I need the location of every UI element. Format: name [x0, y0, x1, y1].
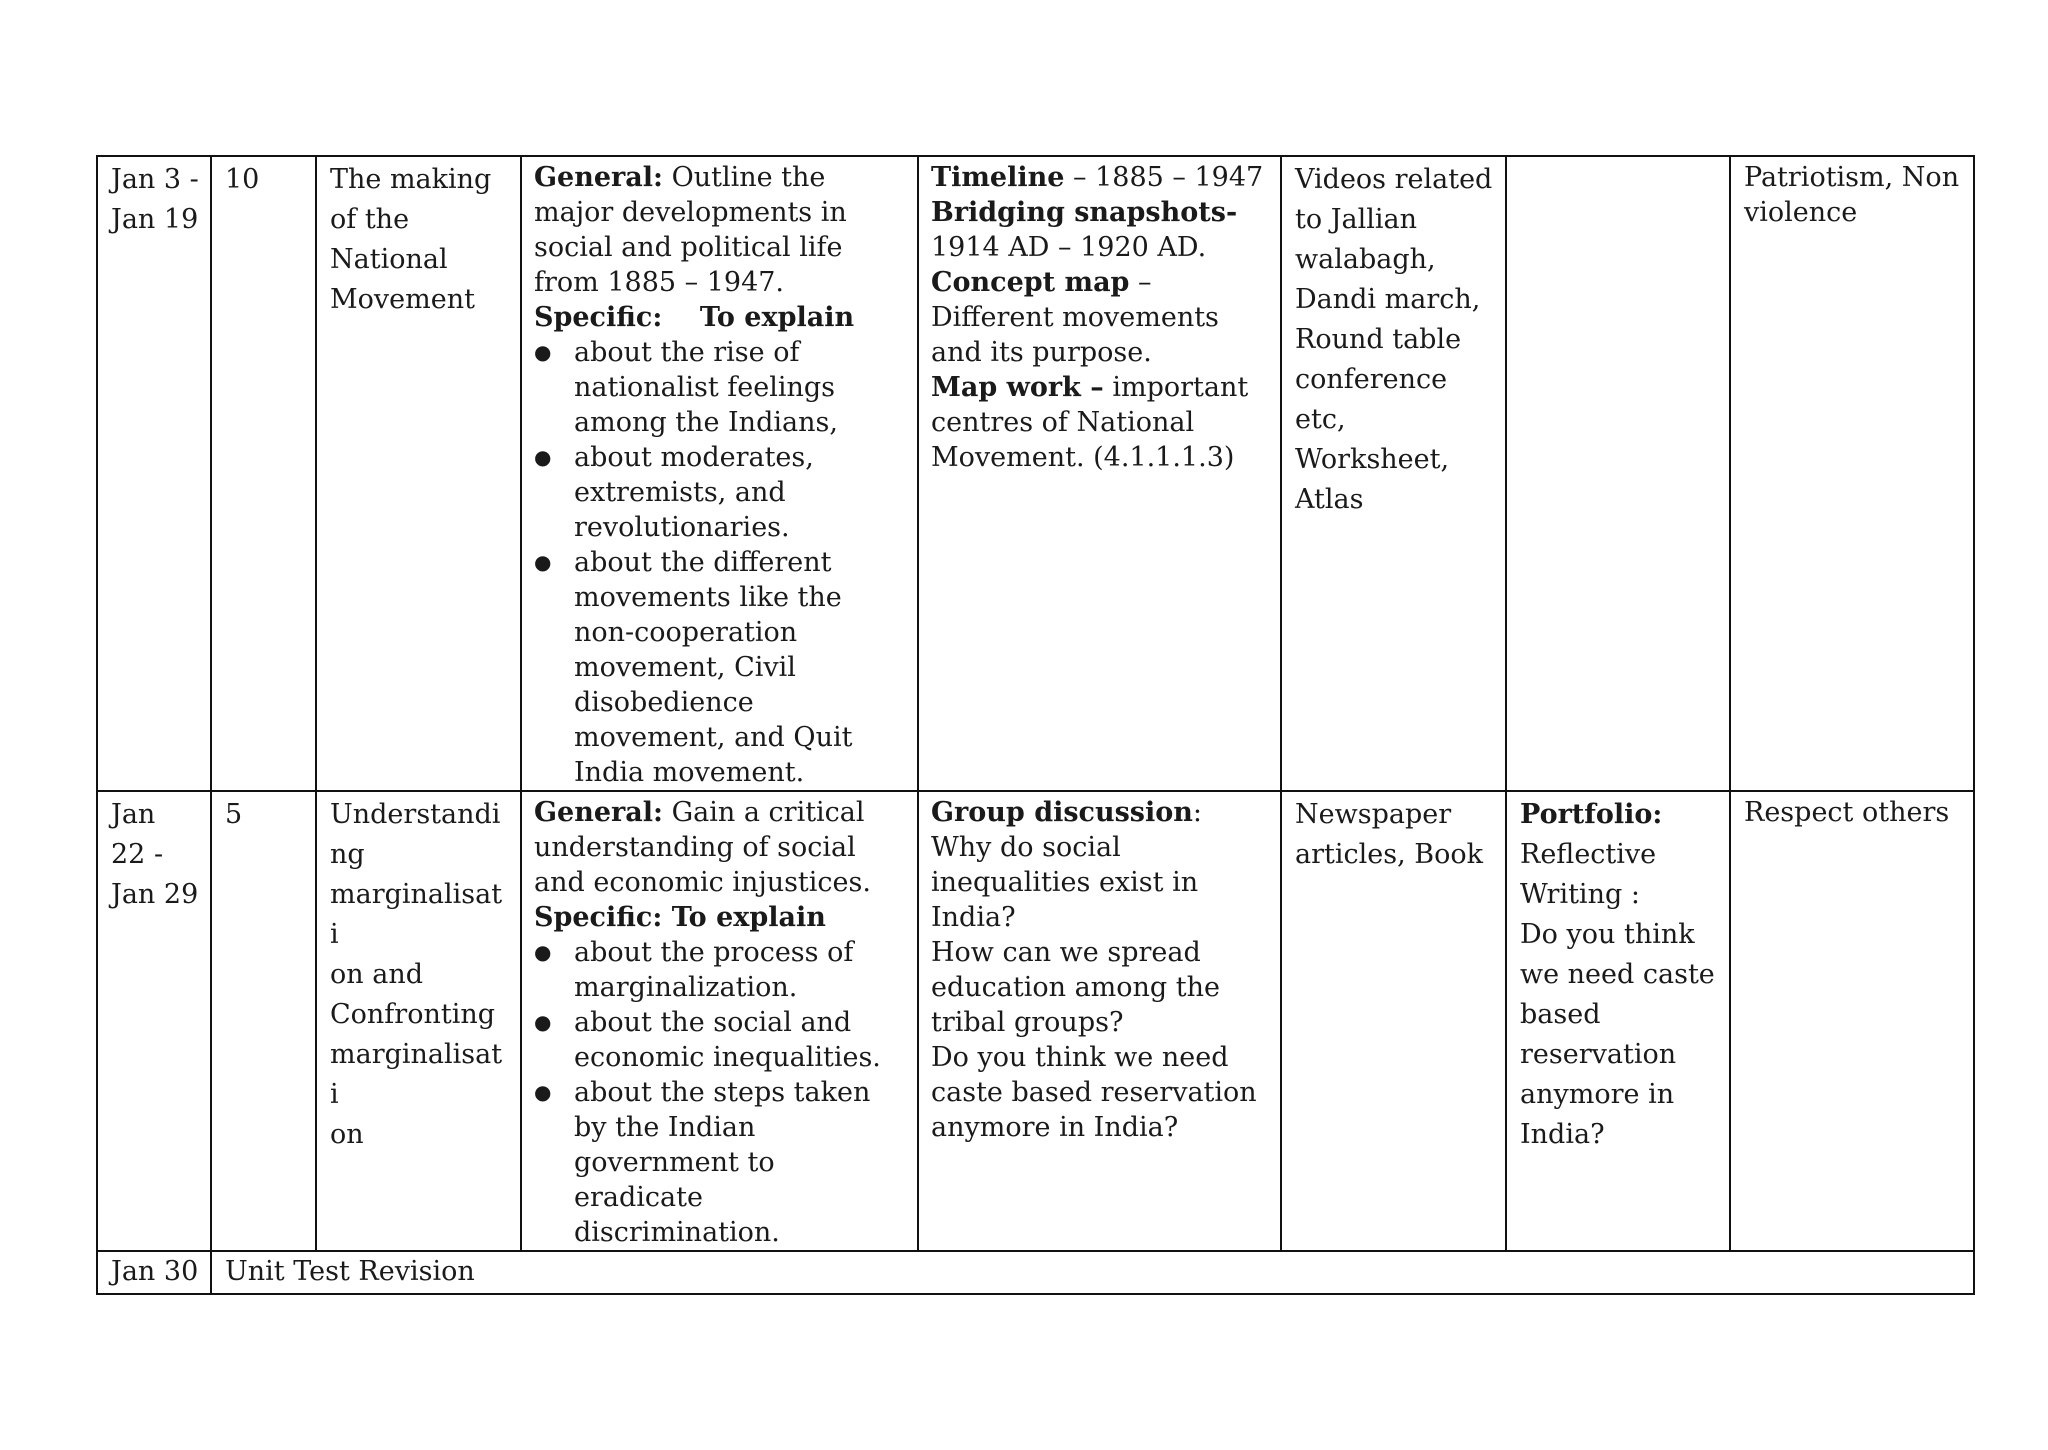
general-text: Gain a critical understanding of social and economic injustices.: [534, 797, 871, 898]
periods-cell: [211, 156, 316, 791]
list-item: ● about the social and economic inequalities.: [574, 1005, 907, 1075]
objectives-cell: [521, 156, 918, 791]
topic-cell: [316, 791, 521, 1251]
activity-text: :: [1192, 797, 1203, 828]
date-text: Jan 22 - Jan 29: [111, 799, 199, 910]
activity-line: [931, 230, 1270, 265]
date-text: Jan 30: [111, 1256, 199, 1287]
activity-text: – 1885 – 1947: [1064, 162, 1264, 193]
list-item: ● about the process of marginalization.: [574, 935, 907, 1005]
activity-line: [931, 1040, 1270, 1145]
list-item: ● about the rise of nationalist feelings among the Indians,: [574, 335, 907, 440]
activity-line: [931, 830, 1270, 935]
lesson-plan-table: [96, 155, 1975, 1295]
unit-test-cell: [211, 1251, 1974, 1294]
resources-cell: [1281, 156, 1506, 791]
activity-label: Concept map: [931, 267, 1130, 298]
topic-text: Understandi ng marginalisati on and Confronting marginalisati on: [330, 799, 503, 1150]
values-text: Patriotism, Non violence: [1744, 162, 1960, 228]
topic-text: The making of the National Movement: [330, 164, 492, 315]
values-cell: [1730, 156, 1974, 791]
activities-cell: [918, 791, 1281, 1251]
activity-line: [931, 370, 1270, 475]
activity-text: – Different movements and its purpose.: [931, 267, 1219, 368]
general-text: Outline the major developments in social and political life from 1885 – 1947.: [534, 162, 847, 298]
resources-text: Videos related to Jallian walabagh, Dandi march, Round table conference etc, Worksheet, Atlas: [1295, 164, 1493, 515]
activity-label: Group discussion: [931, 797, 1193, 828]
date-cell: [97, 1251, 211, 1294]
objectives-cell: [521, 791, 918, 1251]
activity-line: [931, 795, 1270, 830]
specific-label: Specific: To explain: [534, 902, 826, 933]
objective-list: [534, 335, 907, 790]
values-text: Respect others: [1744, 797, 1950, 828]
table-row: [97, 791, 1974, 1251]
activity-line: [931, 265, 1270, 370]
date-cell: [97, 156, 211, 791]
date-cell: [97, 791, 211, 1251]
activity-text: Do you think we need caste based reservation anymore in India?: [931, 1042, 1257, 1143]
general-objective: [534, 795, 907, 900]
assessment-label: Portfolio:: [1520, 799, 1663, 830]
values-cell: [1730, 791, 1974, 1251]
activity-text: 1914 AD – 1920 AD.: [931, 232, 1207, 263]
activity-text: Why do social inequalities exist in India?: [931, 832, 1199, 933]
list-item: ● about the different movements like the non-cooperation movement, Civil disobedience movement, and Quit India movement.: [574, 545, 907, 790]
assessment-text: Reflective Writing : Do you think we need caste based reservation anymore in India?: [1520, 839, 1715, 1150]
periods-text: 10: [225, 164, 260, 195]
activities-cell: [918, 156, 1281, 791]
resources-cell: [1281, 791, 1506, 1251]
table-row: [97, 1251, 1974, 1294]
objective-list: [534, 935, 907, 1250]
general-label: General:: [534, 162, 663, 193]
general-objective: [534, 160, 907, 300]
activity-line: [931, 935, 1270, 1040]
activity-label: Timeline: [931, 162, 1065, 193]
list-item: ● about moderates, extremists, and revolutionaries.: [574, 440, 907, 545]
assessment-cell: [1506, 156, 1730, 791]
assessment-cell: [1506, 791, 1730, 1251]
table-row: [97, 156, 1974, 791]
unit-test-text: Unit Test Revision: [225, 1256, 475, 1287]
activity-line: [931, 160, 1270, 195]
activity-text: How can we spread education among the tribal groups?: [931, 937, 1221, 1038]
activity-label: Bridging snapshots-: [931, 197, 1238, 228]
date-text: Jan 3 - Jan 19: [111, 164, 199, 235]
activity-text: important centres of National Movement. (4.1.1.1.3): [931, 372, 1249, 473]
periods-text: 5: [225, 799, 243, 830]
specific-label: Specific: To explain: [534, 302, 855, 333]
resources-text: Newspaper articles, Book: [1295, 799, 1483, 870]
periods-cell: [211, 791, 316, 1251]
topic-cell: [316, 156, 521, 791]
list-item: ● about the steps taken by the Indian government to eradicate discrimination.: [574, 1075, 907, 1250]
activity-label: Map work –: [931, 372, 1104, 403]
general-label: General:: [534, 797, 663, 828]
activity-line: [931, 195, 1270, 230]
